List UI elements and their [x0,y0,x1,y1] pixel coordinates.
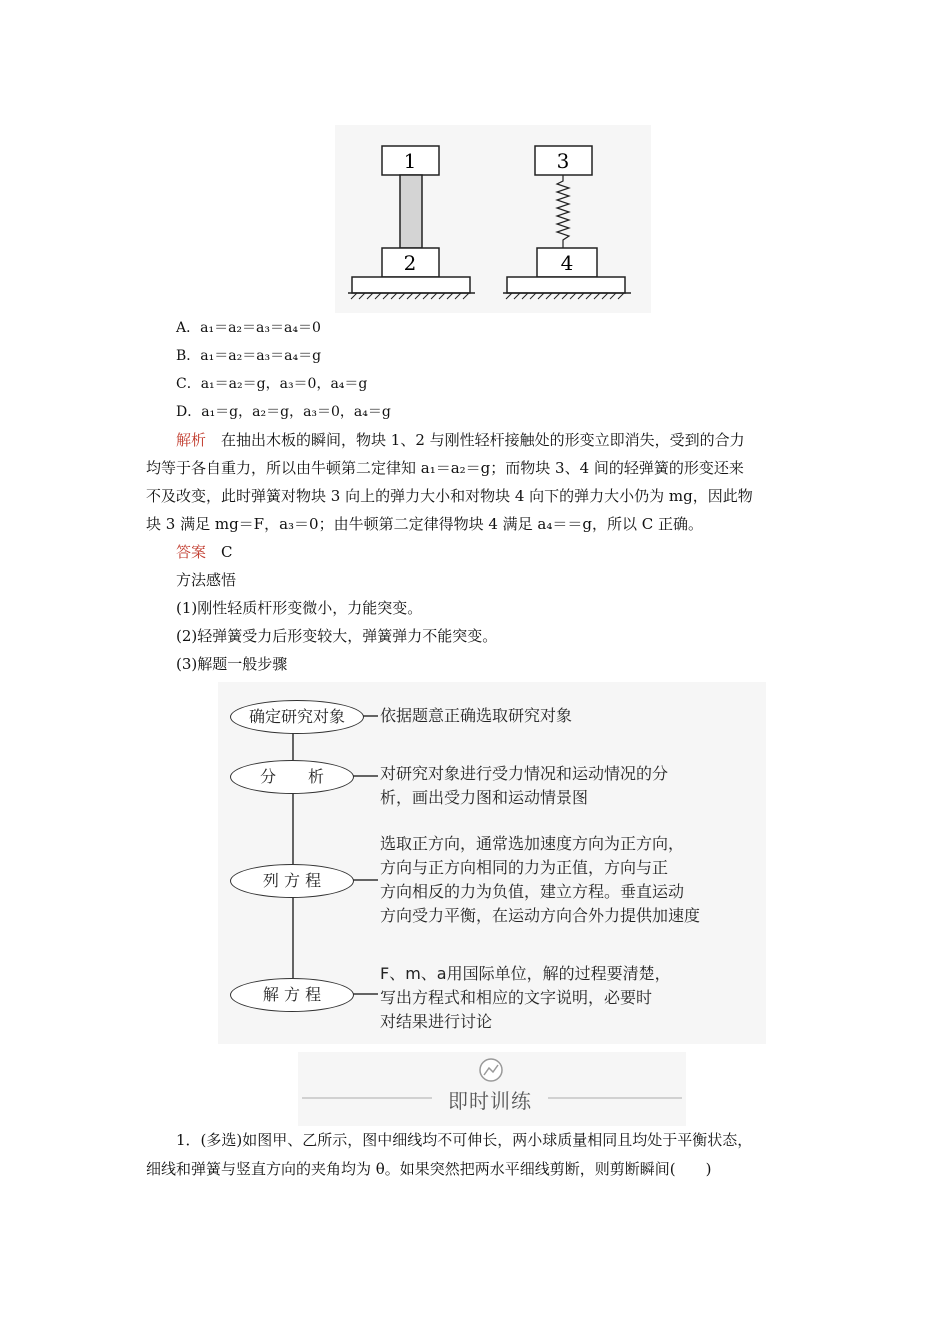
option-c: C．a₁＝a₂＝g，a₃＝0，a₄＝g [176,376,368,392]
method-item-3: (3)解题一般步骤 [176,655,288,673]
step-desc-4-line-2: 写出方程式和相应的文字说明，必要时 [380,988,653,1007]
block-label-2: 2 [403,251,417,275]
step-desc-4-line-1: F、m、a用国际单位，解的过程要清楚， [380,964,671,983]
block-label-4: 4 [560,251,574,275]
rigid-rod [400,175,422,248]
step-name-1: 确定研究对象 [248,707,345,726]
question1-line-2: 细线和弹簧与竖直方向的夹角均为 θ。如果突然把两水平细线剪断，则剪断瞬间( ) [146,1160,712,1178]
answer-label: 答案 [176,543,207,561]
board-right [507,277,625,293]
step-oval-1 [230,700,364,734]
analysis-line-4: 块 3 满足 mg＝F，a₃＝0；由牛顿第二定律得物块 4 满足 a₄＝＝g，所以 C 正确。 [146,515,704,533]
step-desc-3-line-1: 选取正方向，通常选加速度方向为正方向， [380,834,685,853]
option-b: B．a₁＝a₂＝a₃＝a₄＝g [176,348,322,364]
section-header [298,1052,686,1126]
spring [557,175,569,248]
step-name-2: 分 析 [259,767,324,786]
section-title: 即时训练 [448,1089,532,1113]
answer-value: C [221,543,233,561]
step-desc-1-line-1: 依据题意正确选取研究对象 [380,706,573,725]
step-name-4: 解 方 程 [262,985,322,1004]
analysis-line-3: 不及改变，此时弹簧对物块 3 向上的弹力大小和对物块 4 向下的弹力大小仍为 mg，因此物 [146,487,753,505]
step-desc-2-line-2: 析，画出受力图和运动情景图 [380,788,589,807]
blocks-diagram [335,125,651,313]
block-label-1: 1 [403,149,417,173]
steps-flowchart [218,682,766,1044]
step-oval-2 [230,760,354,794]
step-oval-3 [230,864,354,898]
block-label-3: 3 [556,149,570,173]
step-desc-4-line-3: 对结果进行讨论 [380,1012,493,1031]
option-a: A．a₁＝a₂＝a₃＝a₄＝0 [176,320,321,336]
option-d: D．a₁＝g，a₂＝g，a₃＝0，a₄＝g [176,404,391,420]
step-desc-2-line-1: 对研究对象进行受力情况和运动情况的分 [380,764,669,783]
method-item-2: (2)轻弹簧受力后形变较大，弹簧弹力不能突变。 [176,627,498,645]
step-desc-3-line-4: 方向受力平衡，在运动方向合外力提供加速度 [380,906,701,925]
step-name-3: 列 方 程 [262,871,322,890]
answer-line [176,542,233,562]
step-oval-4 [230,978,354,1012]
step-desc-3-line-2: 方向与正方向相同的力为正值，方向与正 [380,858,669,877]
method-title: 方法感悟 [176,571,237,589]
method-item-1: (1)刚性轻质杆形变微小，力能突变。 [176,599,423,617]
question1-line-1: 1．(多选)如图甲、乙所示，图中细线均不可伸长，两小球质量相同且均处于平衡状态， [176,1131,753,1149]
analysis-first-line [176,430,745,450]
step-desc-3-line-3: 方向相反的力为负值，建立方程。垂直运动 [380,882,685,901]
board-left [352,277,470,293]
blocks-figure [335,125,651,313]
analysis-line-1: 在抽出木板的瞬间，物块 1、2 与刚性轻杆接触处的形变立即消失，受到的合力 [221,431,745,449]
analysis-label: 解析 [176,431,207,449]
analysis-line-2: 均等于各自重力，所以由牛顿第二定律知 a₁＝a₂＝g；而物块 3、4 间的轻弹簧的形变还来 [146,459,744,477]
